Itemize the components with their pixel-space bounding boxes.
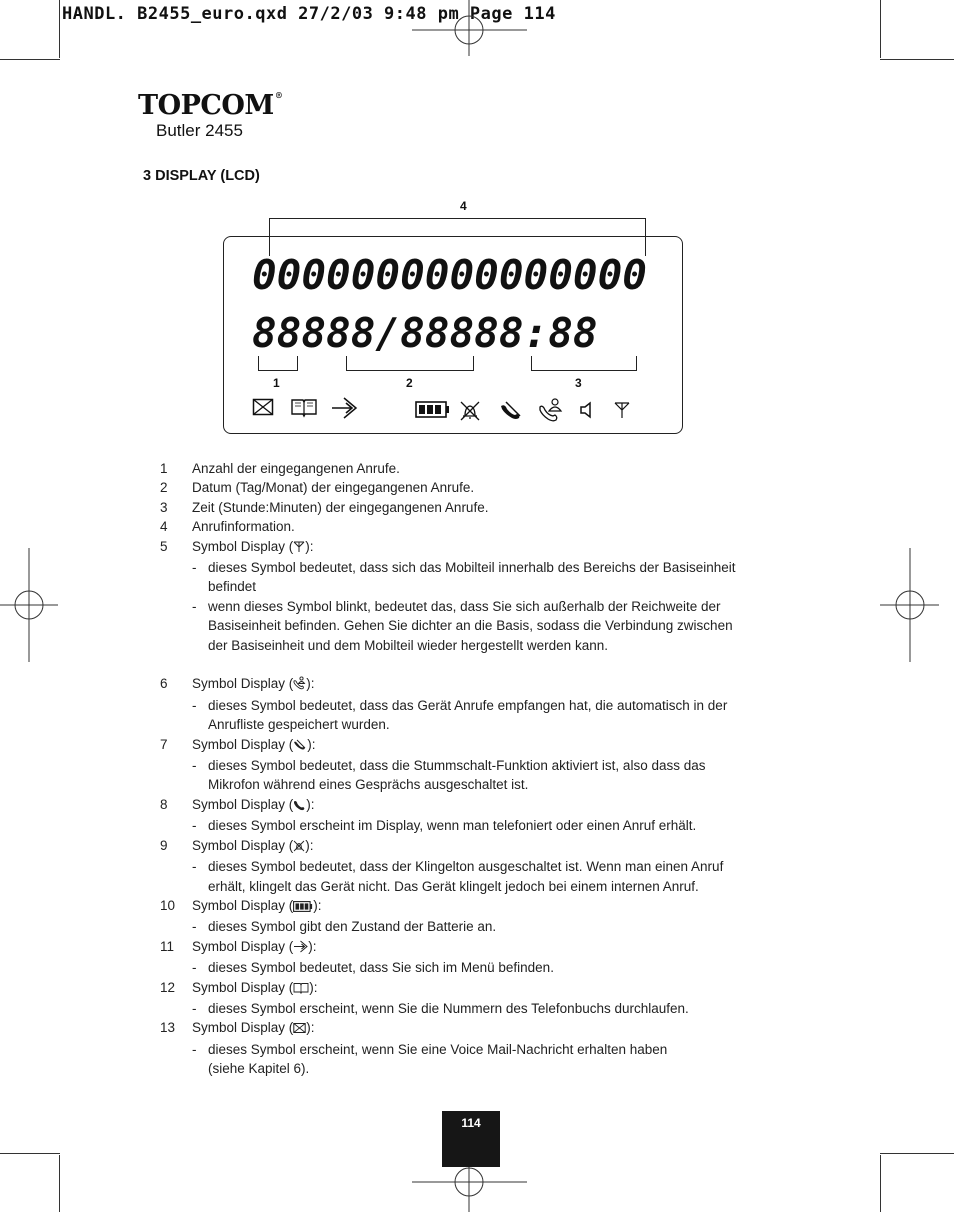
list-item bbox=[160, 836, 800, 857]
list-item-prefix: Symbol Display ( bbox=[192, 837, 294, 853]
list-item-suffix: ): bbox=[306, 1020, 315, 1036]
battery-icon bbox=[293, 898, 313, 917]
list-item-number: 6 bbox=[160, 676, 168, 692]
bullet-dash: - bbox=[192, 758, 197, 774]
list-item-number: 7 bbox=[160, 736, 168, 752]
mute-icon bbox=[293, 737, 307, 756]
envelope-icon bbox=[252, 396, 274, 418]
list-subitem-text: dieses Symbol erscheint im Display, wenn man telefoniert oder einen Anruf erhält. bbox=[208, 818, 697, 834]
list-subitem-text: der Basiseinheit und dem Mobilteil wieder hergestellt werden kann. bbox=[208, 637, 608, 653]
list-item-suffix: ): bbox=[306, 676, 315, 692]
list-item bbox=[160, 1018, 800, 1039]
list-subitem-line bbox=[160, 958, 800, 977]
list-item-number: 11 bbox=[160, 938, 175, 954]
list-item-text bbox=[192, 795, 315, 816]
list-item-prefix: Symbol Display ( bbox=[192, 897, 294, 913]
phonebook-icon bbox=[290, 396, 318, 418]
list-item-prefix: Symbol Display ( bbox=[192, 1020, 294, 1036]
bullet-dash bbox=[192, 1059, 208, 1078]
list-item bbox=[160, 896, 800, 917]
list-item bbox=[160, 459, 800, 478]
list-item bbox=[160, 937, 800, 958]
list-item-text: Zeit (Stunde:Minuten) der eingegangenen Anrufe. bbox=[192, 499, 489, 515]
bullet-dash: - bbox=[192, 859, 197, 875]
list-item-suffix: ): bbox=[308, 938, 317, 954]
list-item bbox=[160, 735, 800, 756]
list-item-prefix: Symbol Display ( bbox=[192, 979, 294, 995]
list-item-suffix: ): bbox=[307, 736, 316, 752]
list-item-prefix: Symbol Display ( bbox=[192, 796, 294, 812]
section-title: 3 DISPLAY (LCD) bbox=[143, 168, 260, 184]
mute-icon bbox=[498, 400, 524, 422]
list-item-text bbox=[192, 735, 316, 756]
list-item-suffix: ): bbox=[309, 979, 318, 995]
list-subitem-line bbox=[160, 1059, 800, 1078]
bullet-dash: - bbox=[192, 919, 197, 935]
menu-arrow-icon bbox=[330, 396, 358, 422]
list-item-suffix: ): bbox=[305, 538, 314, 554]
list-subitem-text: dieses Symbol bedeutet, dass Sie sich im Menü befinden. bbox=[208, 960, 554, 976]
bullet-dash bbox=[192, 636, 208, 655]
list-item-number: 9 bbox=[160, 837, 168, 853]
list-item bbox=[160, 498, 800, 517]
list-subitem-line bbox=[160, 616, 800, 635]
list-item-suffix: ): bbox=[305, 837, 314, 853]
list-subitem-line bbox=[160, 1040, 800, 1059]
logo-text: TOPCOM bbox=[138, 90, 274, 121]
list-item bbox=[160, 674, 800, 695]
list-item-number: 2 bbox=[160, 480, 168, 496]
list-subitem-line bbox=[160, 775, 800, 794]
battery-icon bbox=[415, 401, 451, 418]
list-item-number: 13 bbox=[160, 1020, 176, 1036]
bullet-dash: - bbox=[192, 818, 197, 834]
list-subitem-line bbox=[160, 857, 800, 876]
list-item-number: 12 bbox=[160, 979, 176, 995]
phone-icon bbox=[293, 797, 306, 816]
list-spacer bbox=[160, 655, 800, 674]
bullet-dash: - bbox=[192, 697, 197, 713]
list-subitem-text: befindet bbox=[208, 579, 257, 595]
list-item bbox=[160, 978, 800, 999]
bracket-date bbox=[346, 356, 474, 371]
envelope-icon bbox=[293, 1020, 306, 1039]
list-item-suffix: ): bbox=[306, 796, 315, 812]
topcom-logo bbox=[138, 90, 282, 121]
bullet-dash: - bbox=[192, 1000, 197, 1016]
bullet-dash bbox=[192, 775, 208, 794]
call-list-icon bbox=[537, 397, 565, 425]
list-subitem-text: dieses Symbol bedeutet, dass sich das Mobilteil innerhalb des Bereichs der Basiseinheit bbox=[208, 560, 736, 576]
ringer-off-icon bbox=[293, 838, 305, 857]
bracket-count bbox=[258, 356, 298, 371]
list-subitem-text: dieses Symbol erscheint, wenn Sie die Nummern des Telefonbuchs durchlaufen. bbox=[208, 1000, 689, 1016]
list-item-number: 3 bbox=[160, 499, 168, 515]
list-subitem-line bbox=[160, 696, 800, 715]
callout-3: 3 bbox=[575, 376, 582, 390]
list-item-text bbox=[192, 1018, 315, 1039]
list-item-prefix: Symbol Display ( bbox=[192, 676, 294, 692]
model-name: Butler 2455 bbox=[156, 121, 243, 140]
list-item bbox=[160, 795, 800, 816]
antenna-icon bbox=[613, 400, 631, 420]
list-subitem-line bbox=[160, 917, 800, 936]
print-slug: HANDL. B2455_euro.qxd 27/2/03 9:48 pm Page 114 bbox=[62, 4, 556, 24]
list-item-text bbox=[192, 896, 322, 917]
list-subitem-text: dieses Symbol erscheint, wenn Sie eine Voice Mail-Nachricht erhalten haben bbox=[208, 1041, 668, 1057]
list-item-text bbox=[192, 537, 314, 558]
bullet-dash bbox=[192, 715, 208, 734]
bullet-dash bbox=[192, 577, 208, 596]
list-subitem-text: dieses Symbol bedeutet, dass der Klingelton ausgeschaltet ist. Wenn man einen Anruf bbox=[208, 859, 724, 875]
list-item-suffix: ): bbox=[313, 897, 322, 913]
list-subitem-line bbox=[160, 756, 800, 775]
bullet-dash: - bbox=[192, 598, 197, 614]
list-item bbox=[160, 517, 800, 536]
list-subitem-line bbox=[160, 597, 800, 616]
list-item-text: Anzahl der eingegangenen Anrufe. bbox=[192, 461, 400, 476]
list-subitem-line bbox=[160, 715, 800, 734]
list-item-prefix: Symbol Display ( bbox=[192, 938, 294, 954]
list-subitem-text: Mikrofon während eines Gesprächs ausgeschaltet ist. bbox=[208, 777, 529, 793]
list-subitem-line bbox=[160, 558, 800, 577]
callout-1: 1 bbox=[273, 376, 280, 390]
list-subitem-text: dieses Symbol bedeutet, dass die Stummschalt-Funktion aktiviert ist, also dass das bbox=[208, 758, 706, 774]
list-item-text bbox=[192, 978, 318, 999]
list-subitem-line bbox=[160, 816, 800, 835]
list-subitem-line bbox=[160, 877, 800, 896]
list-subitem-line bbox=[160, 999, 800, 1018]
list-subitem-text: Anrufliste gespeichert wurden. bbox=[208, 717, 390, 733]
list-item-text bbox=[192, 836, 314, 857]
bullet-dash bbox=[192, 616, 208, 635]
list-item-number: 8 bbox=[160, 796, 168, 812]
list-item-number: 10 bbox=[160, 897, 176, 913]
list-item-text bbox=[192, 937, 317, 958]
list-subitem-text: Basiseinheit befinden. Gehen Sie dichter an die Basis, sodass die Verbindung zwischen bbox=[208, 618, 733, 634]
list-subitem-text: wenn dieses Symbol blinkt, bedeutet das, dass Sie sich außerhalb der Reichweite der bbox=[208, 598, 721, 614]
menu-arrow-icon bbox=[293, 939, 308, 958]
lcd-line-1: 0000000000000000 bbox=[252, 251, 647, 299]
list-subitem-line bbox=[160, 577, 800, 596]
list-subitem-text: dieses Symbol bedeutet, dass das Gerät Anrufe empfangen hat, die automatisch in der bbox=[208, 697, 728, 713]
list-item-prefix: Symbol Display ( bbox=[192, 538, 294, 554]
bracket-time bbox=[531, 356, 637, 371]
callout-2: 2 bbox=[406, 376, 413, 390]
speaker-icon bbox=[578, 400, 596, 420]
phonebook-icon bbox=[293, 980, 309, 999]
page-number: 114 bbox=[461, 1116, 481, 1130]
list-item-text: Anrufinformation. bbox=[192, 519, 295, 535]
ringer-off-icon bbox=[459, 400, 481, 422]
list-item-number: 4 bbox=[160, 519, 168, 535]
callout-4: 4 bbox=[460, 199, 467, 213]
list-item-text: Datum (Tag/Monat) der eingegangenen Anrufe. bbox=[192, 480, 475, 496]
symbol-list bbox=[160, 459, 800, 1079]
list-subitem-text: erhält, klingelt das Gerät nicht. Das Gerät klingelt jedoch bei einem internen Anruf. bbox=[208, 878, 699, 894]
list-subitem-line bbox=[160, 636, 800, 655]
bullet-dash bbox=[192, 877, 208, 896]
list-item-number: 5 bbox=[160, 538, 168, 554]
antenna-icon bbox=[293, 539, 305, 558]
list-item-number: 1 bbox=[160, 461, 168, 476]
lcd-line-2: 88888/88888:88 bbox=[252, 309, 598, 357]
bullet-dash: - bbox=[192, 560, 197, 576]
list-item-text bbox=[192, 674, 315, 695]
list-item bbox=[160, 478, 800, 497]
list-item-prefix: Symbol Display ( bbox=[192, 736, 294, 752]
call-list-icon bbox=[293, 676, 306, 695]
bullet-dash: - bbox=[192, 960, 197, 976]
list-item bbox=[160, 537, 800, 558]
list-subitem-text: (siehe Kapitel 6). bbox=[208, 1061, 310, 1077]
registered-mark: ® bbox=[274, 90, 283, 100]
list-subitem-text: dieses Symbol gibt den Zustand der Batterie an. bbox=[208, 919, 497, 935]
bullet-dash: - bbox=[192, 1041, 197, 1057]
